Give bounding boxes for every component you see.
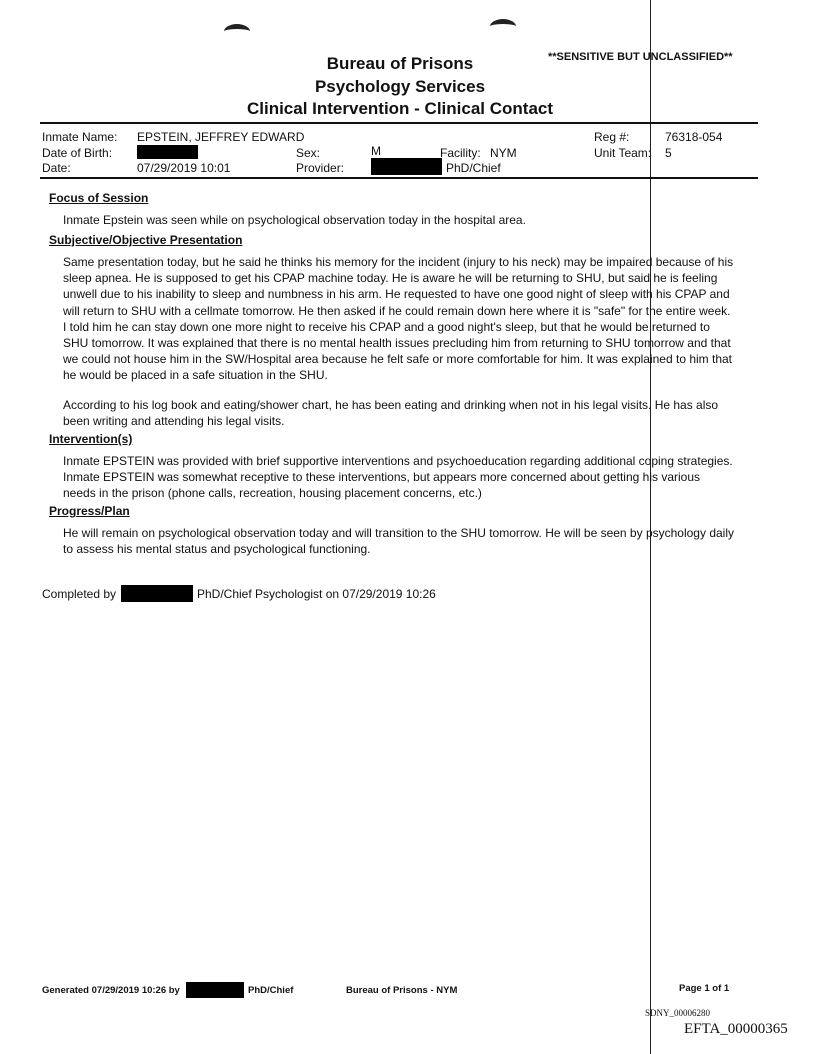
header-rule-bottom (40, 177, 758, 179)
focus-text: Inmate Epstein was seen while on psychological observation today in the hospital area. (63, 213, 526, 227)
header-rule-top (40, 122, 758, 124)
redaction-provider (371, 158, 442, 175)
subjective-heading: Subjective/Objective Presentation (49, 233, 243, 247)
date-label: Date: (42, 161, 71, 175)
title-line-1: Bureau of Prisons (326, 54, 474, 73)
punch-mark-right (490, 19, 516, 34)
title-line-3: Clinical Intervention - Clinical Contact (246, 99, 554, 118)
completed-by-prefix: Completed by (42, 587, 117, 601)
generated-prefix: Generated 07/29/2019 10:26 by (42, 985, 180, 996)
provider-label: Provider: (296, 161, 345, 175)
provider-title: PhD/Chief (446, 161, 501, 175)
inmate-name-value: EPSTEIN, JEFFREY EDWARD (137, 130, 305, 144)
footer-org: Bureau of Prisons - NYM (346, 985, 458, 996)
bates-efta: EFTA_00000365 (684, 1021, 788, 1037)
facility-value: NYM (490, 146, 517, 160)
inmate-name-label: Inmate Name: (42, 130, 118, 144)
date-value: 07/29/2019 10:01 (137, 161, 231, 175)
title-line-2: Psychology Services (314, 77, 486, 96)
subjective-text: Same presentation today, but he said he thinks his memory for the incident (injury to his neck) may be impaired because of his sleep apnea. He is supposed to get his CPAP machine today. He is aware he will be returning to SHU, but said he is feeling unwell due to his inability to sleep and numbness in his arm. He requested to have one good night of sleep with his CPAP and will return to SHU with a cellmate tomorrow. He then asked if he could remain down here where it is "safe" for the entire week. I told him he can stay down one more night to receive his CPAP and a good night's sleep, but that he would be returned to SHU tomorrow. It was explained that there is no mental health issues precluding him from returning to SHU tomorrow and that we could not house him in the SW/Hospital area because he felt safe or more comfortable for him. It was explained to him that he would be placed in a safe situation in the SHU. (63, 255, 734, 383)
completed-by-suffix: PhD/Chief Psychologist on 07/29/2019 10:26 (197, 587, 436, 601)
dob-label: Date of Birth: (42, 146, 113, 160)
plan-heading: Progress/Plan (49, 504, 130, 518)
plan-text: He will remain on psychological observation today and will transition to the SHU tomorrow. He will be seen by psychology daily to assess his mental status and psychological functioning. (63, 526, 734, 557)
reg-label: Reg #: (594, 130, 630, 144)
page-number: Page 1 of 1 (679, 983, 730, 994)
redaction-completed-by (121, 585, 193, 602)
facility-label: Facility: (440, 146, 481, 160)
punch-mark-left (224, 24, 250, 39)
intervention-heading: Intervention(s) (49, 432, 133, 446)
sex-label: Sex: (296, 146, 321, 160)
bates-sdny: SDNY_00006280 (645, 1008, 711, 1018)
sensitivity-label: **SENSITIVE BUT UNCLASSIFIED** (548, 51, 733, 63)
redaction-generated-by (186, 982, 244, 998)
reg-value: 76318-054 (665, 130, 723, 144)
redaction-dob (137, 145, 198, 159)
generated-title: PhD/Chief (248, 985, 294, 996)
unit-team-label: Unit Team: (594, 146, 652, 160)
sex-value: M (371, 144, 381, 158)
subjective-text-2: According to his log book and eating/shower chart, he has been eating and drinking when not in his legal visits. He has also been writing and attending his legal visits. (63, 398, 719, 429)
focus-heading: Focus of Session (49, 191, 149, 205)
unit-team-value: 5 (665, 146, 672, 160)
intervention-text: Inmate EPSTEIN was provided with brief supportive interventions and psychoeducation regarding additional coping strategies. Inmate EPSTEIN was somewhat receptive to these interventions, but appears more concerned about getting his various needs in the prison (phone calls, recreation, housing placement concerns, etc.) (63, 454, 733, 501)
